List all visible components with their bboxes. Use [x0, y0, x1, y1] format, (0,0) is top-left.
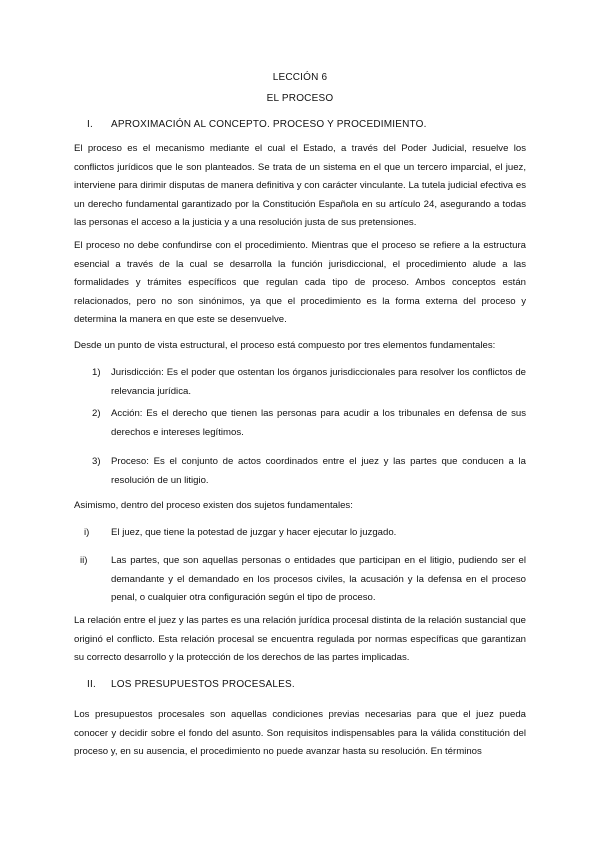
list-item-text: Jurisdicción: Es el poder que ostentan los órganos jurisdiccionales para resolver los conflictos de relevancia jurídica.: [111, 367, 526, 397]
list-marker: 1): [92, 367, 101, 378]
paragraph-relacion-procesal: La relación entre el juez y las partes es una relación jurídica procesal distinta de la relación sustancial que originó el conflicto. Esta relación procesal se encuentra regulada por normas específicas que garantizan su correcto desarrollo y la protección de los derechos de las partes implicadas.: [74, 615, 526, 664]
lesson-subtitle: EL PROCESO: [266, 93, 334, 104]
list-marker: 3): [92, 456, 101, 467]
lesson-title: LECCIÓN 6: [272, 72, 328, 83]
list-item-text: Las partes, que son aquellas personas o entidades que participan en el litigio, pudiendo ser el demandante y el demandado en los procesos civiles, la acusación y la defensa en el proceso penal, o cualquier otra configuración según el tipo de proceso.: [111, 555, 526, 604]
section-title: LOS PRESUPUESTOS PROCESALES.: [111, 679, 295, 690]
paragraph-sujetos-intro: Asimismo, dentro del proceso existen dos sujetos fundamentales:: [74, 500, 353, 511]
paragraph-presupuestos: Los presupuestos procesales son aquellas condiciones previas necesarias para que el juez pueda conocer y decidir sobre el fondo del asunto. Son requisitos indispensables para la válida constitución del proceso y, en su ausencia, el procedimiento no puede avanzar hasta su resolución. En términos: [74, 709, 526, 758]
list-marker: ii): [80, 555, 88, 566]
section-number: II.: [87, 679, 96, 690]
list-item-text: Proceso: Es el conjunto de actos coordinados entre el juez y las partes que conducen a la resolución de un litigio.: [111, 456, 526, 486]
paragraph-proceso-definicion: El proceso es el mecanismo mediante el cual el Estado, a través del Poder Judicial, resuelve los conflictos jurídicos que le son planteados. Se trata de un sistema en el que un tercero imparcial, el juez, interviene para dirimir disputas de manera definitiva y con carácter vinculante. La tutela judicial efectiva es un derecho fundamental garantizado por la Constitución Española en su artículo 24, asegurando a todas las personas el acceso a la justicia y a una resolución justa de sus pretensiones.: [74, 143, 526, 229]
list-marker: 2): [92, 408, 101, 419]
list-marker: i): [84, 527, 90, 538]
paragraph-elementos-intro: Desde un punto de vista estructural, el proceso está compuesto por tres elementos fundamentales:: [74, 340, 496, 351]
section-number: I.: [87, 119, 93, 130]
list-item-text: Acción: Es el derecho que tienen las personas para acudir a los tribunales en defensa de sus derechos e intereses legítimos.: [111, 408, 526, 438]
paragraph-proceso-procedimiento: El proceso no debe confundirse con el procedimiento. Mientras que el proceso se refiere a la estructura esencial a través de la cual se desarrolla la función jurisdiccional, el procedimiento alude a las formalidades y trámites específicos que regulan cada tipo de proceso. Ambos conceptos están relacionados, pero no son sinónimos, ya que el procedimiento es la forma externa del proceso y determina la manera en que este se desenvuelve.: [74, 240, 526, 326]
section-title: APROXIMACIÓN AL CONCEPTO. PROCESO Y PROCEDIMIENTO.: [111, 119, 427, 130]
list-item-text: El juez, que tiene la potestad de juzgar y hacer ejecutar lo juzgado.: [111, 527, 397, 538]
